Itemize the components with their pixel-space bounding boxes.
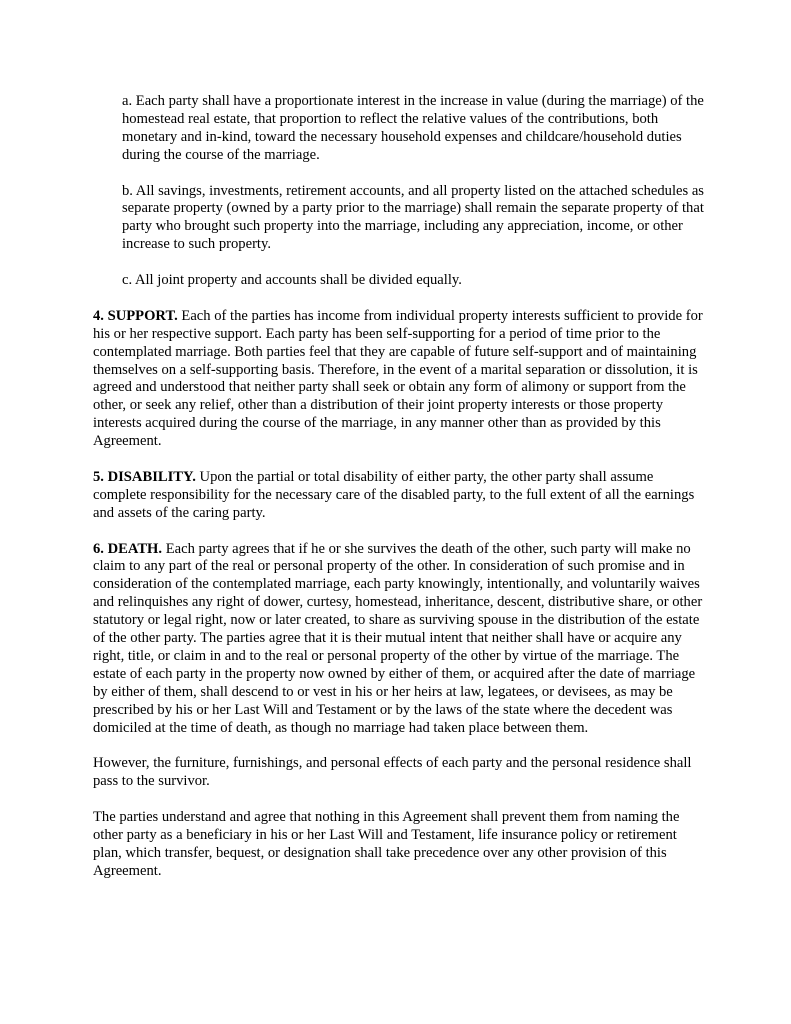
section-support-text: Each of the parties has income from individual property interests sufficient to provide for his or her respective support. Each party has been self-supporting for a period of time prior to the contemplated marriage. Both parties feel that they are capable of future self-support and of maintaining themselves on a self-supporting basis. Therefore, in the event of a marital separation or dissolution, it is agreed and understood that neither party shall seek or obtain any form of alimony or support from the other, or seek any relief, other than a distribution of their joint property interests or those property interests acquired during the course of the marriage, in any manner other than as provided by this Agreement. — [93, 307, 703, 450]
document-body — [93, 93, 705, 899]
section-death — [93, 541, 705, 738]
section-death-text: Each party agrees that if he or she survives the death of the other, such party will make no claim to any part of the real or personal property of the other. In consideration of such promise and in consideration of the contemplated marriage, each party knowingly, intentionally, and voluntarily waives and relinquishes any right of dower, curtesy, homestead, inheritance, descent, distributive share, or other statutory or legal right, now or later created, to share as surviving spouse in the distribution of the estate of the other party. The parties agree that it is their mutual intent that neither shall have or acquire any right, title, or claim in and to the real or personal property of the other by virtue of the marriage. The estate of each party in the property now owned by either of them, or acquired after the date of marriage by either of them, shall descend to or vest in his or her heirs at law, legatees, or devisees, as may be prescribed by his or her Last Will and Testament or by the laws of the state where the decedent was domiciled at the time of death, as though no marriage had taken place between them. — [93, 540, 703, 736]
paragraph-personal-effects: However, the furniture, furnishings, and personal effects of each party and the personal residence shall pass to the survivor. — [93, 755, 692, 790]
subsection-c: c. All joint property and accounts shall be divided equally. — [122, 272, 462, 289]
section-disability-heading: 5. DISABILITY. — [93, 468, 196, 485]
paragraph-beneficiary: The parties understand and agree that nothing in this Agreement shall prevent them from naming the other party as a beneficiary in his or her Last Will and Testament, life insurance policy or retirement plan, which transfer, bequest, or designation shall take precedence over any other provision of this Agreement. — [93, 809, 680, 879]
section-disability — [93, 469, 705, 523]
section-death-heading: 6. DEATH. — [93, 540, 163, 557]
section-disability-text: Upon the partial or total disability of either party, the other party shall assume complete responsibility for the necessary care of the disabled party, to the full extent of all the earnings and assets of the caring party. — [93, 468, 695, 521]
subsection-a: a. Each party shall have a proportionate interest in the increase in value (during the marriage) of the homestead real estate, that proportion to reflect the relative values of the contributions, both monetary and in-kind, toward the necessary household expenses and childcare/household duties during the course of the marriage. — [122, 93, 704, 163]
section-support — [93, 308, 705, 451]
subsection-b: b. All savings, investments, retirement accounts, and all property listed on the attached schedules as separate property (owned by a party prior to the marriage) shall remain the separate property of that party who brought such property into the marriage, including any appreciation, income, or other increase to such property. — [122, 182, 704, 253]
section-support-heading: 4. SUPPORT. — [93, 307, 178, 324]
